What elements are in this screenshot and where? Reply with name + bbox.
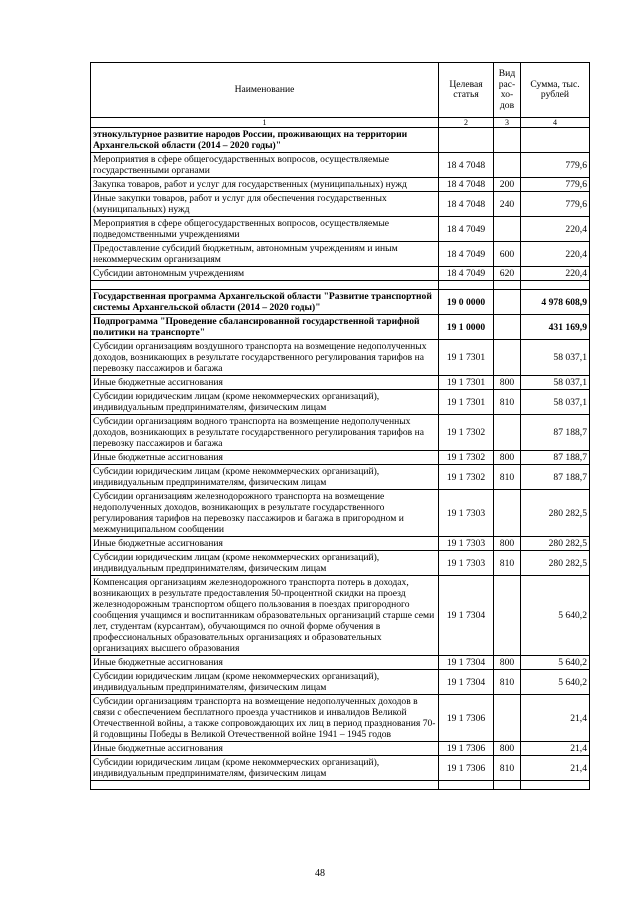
row-target-article: 19 1 7301 xyxy=(439,376,494,390)
row-target-article: 19 1 7304 xyxy=(439,670,494,695)
row-target-article: 19 1 7303 xyxy=(439,490,494,537)
table-row xyxy=(91,551,590,576)
row-target-article: 19 1 7301 xyxy=(439,340,494,376)
column-number: 4 xyxy=(521,118,590,128)
row-amount: 87 188,7 xyxy=(521,415,590,451)
row-target-article: 19 1 0000 xyxy=(439,315,494,340)
row-target-article: 19 0 0000 xyxy=(439,290,494,315)
row-expense-type: 810 xyxy=(494,670,521,695)
row-target-article xyxy=(439,128,494,153)
row-expense-type xyxy=(494,781,521,790)
row-expense-type xyxy=(494,490,521,537)
row-name: Государственная программа Архангельской области "Развитие транспортной системы Архангельской области (2014 – 2020 годы)" xyxy=(91,290,439,315)
table-row xyxy=(91,537,590,551)
table-row xyxy=(91,451,590,465)
row-target-article: 19 1 7301 xyxy=(439,390,494,415)
spacer-row xyxy=(91,781,590,790)
row-name: Субсидии юридическим лицам (кроме некоммерческих организаций), индивидуальным предпринимателям, физическим лицам xyxy=(91,670,439,695)
row-amount: 779,6 xyxy=(521,192,590,217)
row-name: Иные бюджетные ассигнования xyxy=(91,742,439,756)
row-name: этнокультурное развитие народов России, проживающих на территории Архангельской области (2014 – 2020 годы)" xyxy=(91,128,439,153)
row-amount: 431 169,9 xyxy=(521,315,590,340)
row-target-article: 18 4 7049 xyxy=(439,267,494,281)
row-name: Иные бюджетные ассигнования xyxy=(91,376,439,390)
row-target-article xyxy=(439,781,494,790)
table-row xyxy=(91,465,590,490)
table-row xyxy=(91,242,590,267)
budget-table xyxy=(90,62,590,790)
header-expense-type: Вид рас-хо-дов xyxy=(494,63,521,118)
table-row xyxy=(91,490,590,537)
table-row xyxy=(91,670,590,695)
row-amount: 5 640,2 xyxy=(521,576,590,656)
header-name: Наименование xyxy=(91,63,439,118)
row-name: Субсидии организациям водного транспорта на возмещение недополученных доходов, возникающих в результате государственного регулирования тарифов на перевозку пассажиров и багажа xyxy=(91,415,439,451)
row-expense-type xyxy=(494,281,521,290)
row-expense-type xyxy=(494,128,521,153)
row-amount: 58 037,1 xyxy=(521,376,590,390)
row-target-article: 19 1 7304 xyxy=(439,656,494,670)
row-expense-type xyxy=(494,290,521,315)
row-amount: 58 037,1 xyxy=(521,390,590,415)
row-target-article: 18 4 7048 xyxy=(439,153,494,178)
table-row xyxy=(91,217,590,242)
row-expense-type xyxy=(494,415,521,451)
row-target-article: 18 4 7048 xyxy=(439,192,494,217)
row-target-article: 19 1 7306 xyxy=(439,756,494,781)
column-number: 3 xyxy=(494,118,521,128)
row-amount: 280 282,5 xyxy=(521,537,590,551)
row-name: Субсидии автономным учреждениям xyxy=(91,267,439,281)
header-amount: Сумма, тыс. рублей xyxy=(521,63,590,118)
row-name: Компенсация организациям железнодорожного транспорта потерь в доходах, возникающих в результате предоставления 50-процентной скидки на проезд железнодорожным транспортом общего пользования в поездах пригородного сообщения учащимся и воспитанникам образовательных организаций старше семи лет, студентам (курсантам), обучающимся по очной форме обучения в профессиональных образовательных организациях и образовательных организациях высшего образования xyxy=(91,576,439,656)
row-name: Субсидии организациям транспорта на возмещение недополученных доходов в связи с обеспечением бесплатного проезда участников и инвалидов Великой Отечественной войны, а также сопровождающих их лиц в период празднования 70-й годовщины Победы в Великой Отечественной войне 1941 – 1945 годов xyxy=(91,695,439,742)
table-row xyxy=(91,315,590,340)
row-expense-type: 800 xyxy=(494,451,521,465)
row-amount: 58 037,1 xyxy=(521,340,590,376)
table-row xyxy=(91,742,590,756)
row-name: Закупка товаров, работ и услуг для государственных (муниципальных) нужд xyxy=(91,178,439,192)
row-amount: 220,4 xyxy=(521,267,590,281)
row-target-article: 18 4 7048 xyxy=(439,178,494,192)
row-expense-type xyxy=(494,315,521,340)
row-expense-type: 600 xyxy=(494,242,521,267)
row-expense-type: 200 xyxy=(494,178,521,192)
table-row xyxy=(91,390,590,415)
table-row xyxy=(91,340,590,376)
row-amount: 5 640,2 xyxy=(521,670,590,695)
row-name: Субсидии юридическим лицам (кроме некоммерческих организаций), индивидуальным предпринимателям, физическим лицам xyxy=(91,551,439,576)
row-amount: 779,6 xyxy=(521,153,590,178)
row-name: Предоставление субсидий бюджетным, автономным учреждениям и иным некоммерческим организациям xyxy=(91,242,439,267)
row-amount xyxy=(521,781,590,790)
row-name: Мероприятия в сфере общегосударственных вопросов, осуществляемые подведомственными учреждениями xyxy=(91,217,439,242)
row-name: Субсидии организациям железнодорожного транспорта на возмещение недополученных доходов, возникающих в результате государственного регулирования тарифов на перевозку пассажиров и багажа в пригородном и межмуниципальном сообщении xyxy=(91,490,439,537)
header-row xyxy=(91,63,590,118)
row-amount: 4 978 608,9 xyxy=(521,290,590,315)
row-name: Иные закупки товаров, работ и услуг для обеспечения государственных (муниципальных) нужд xyxy=(91,192,439,217)
row-name: Иные бюджетные ассигнования xyxy=(91,537,439,551)
row-name: Иные бюджетные ассигнования xyxy=(91,656,439,670)
row-amount: 21,4 xyxy=(521,742,590,756)
row-amount xyxy=(521,128,590,153)
table-row xyxy=(91,128,590,153)
row-amount: 779,6 xyxy=(521,178,590,192)
row-expense-type: 810 xyxy=(494,756,521,781)
row-target-article: 19 1 7303 xyxy=(439,551,494,576)
row-target-article: 19 1 7302 xyxy=(439,415,494,451)
row-expense-type: 810 xyxy=(494,390,521,415)
table-row xyxy=(91,695,590,742)
row-target-article: 19 1 7302 xyxy=(439,465,494,490)
page-number: 48 xyxy=(315,868,325,879)
table-row xyxy=(91,376,590,390)
row-expense-type: 810 xyxy=(494,551,521,576)
row-expense-type xyxy=(494,153,521,178)
table-row xyxy=(91,576,590,656)
table-row xyxy=(91,178,590,192)
row-amount: 21,4 xyxy=(521,695,590,742)
table-row xyxy=(91,267,590,281)
row-name: Субсидии юридическим лицам (кроме некоммерческих организаций), индивидуальным предпринимателям, физическим лицам xyxy=(91,390,439,415)
row-name: Иные бюджетные ассигнования xyxy=(91,451,439,465)
table-row xyxy=(91,756,590,781)
row-amount: 5 640,2 xyxy=(521,656,590,670)
row-amount: 280 282,5 xyxy=(521,551,590,576)
table-row xyxy=(91,192,590,217)
header-target-article: Целевая статья xyxy=(439,63,494,118)
row-target-article: 18 4 7049 xyxy=(439,217,494,242)
row-target-article: 19 1 7302 xyxy=(439,451,494,465)
row-target-article: 18 4 7049 xyxy=(439,242,494,267)
row-target-article: 19 1 7303 xyxy=(439,537,494,551)
row-name xyxy=(91,281,439,290)
row-expense-type: 800 xyxy=(494,656,521,670)
row-name: Подпрограмма "Проведение сбалансированной государственной тарифной политики на транспорте" xyxy=(91,315,439,340)
row-expense-type xyxy=(494,695,521,742)
column-number-row xyxy=(91,118,590,128)
row-target-article: 19 1 7306 xyxy=(439,742,494,756)
row-name: Субсидии юридическим лицам (кроме некоммерческих организаций), индивидуальным предпринимателям, физическим лицам xyxy=(91,465,439,490)
row-amount: 87 188,7 xyxy=(521,465,590,490)
row-expense-type: 800 xyxy=(494,742,521,756)
row-name xyxy=(91,781,439,790)
row-expense-type: 620 xyxy=(494,267,521,281)
row-name: Мероприятия в сфере общегосударственных вопросов, осуществляемые государственными органами xyxy=(91,153,439,178)
row-expense-type xyxy=(494,217,521,242)
row-expense-type: 800 xyxy=(494,537,521,551)
column-number: 2 xyxy=(439,118,494,128)
row-target-article xyxy=(439,281,494,290)
row-target-article: 19 1 7306 xyxy=(439,695,494,742)
row-name: Субсидии юридическим лицам (кроме некоммерческих организаций), индивидуальным предпринимателям, физическим лицам xyxy=(91,756,439,781)
row-target-article: 19 1 7304 xyxy=(439,576,494,656)
row-expense-type: 240 xyxy=(494,192,521,217)
table-row xyxy=(91,656,590,670)
row-amount xyxy=(521,281,590,290)
row-expense-type: 800 xyxy=(494,376,521,390)
row-amount: 220,4 xyxy=(521,242,590,267)
row-amount: 87 188,7 xyxy=(521,451,590,465)
row-amount: 280 282,5 xyxy=(521,490,590,537)
row-amount: 220,4 xyxy=(521,217,590,242)
row-amount: 21,4 xyxy=(521,756,590,781)
column-number: 1 xyxy=(91,118,439,128)
row-expense-type xyxy=(494,576,521,656)
row-name: Субсидии организациям воздушного транспорта на возмещение недополученных доходов, возникающих в результате государственного регулирования тарифов на перевозку пассажиров и багажа xyxy=(91,340,439,376)
table-body xyxy=(91,128,590,790)
row-expense-type xyxy=(494,340,521,376)
table-row xyxy=(91,290,590,315)
table-row xyxy=(91,153,590,178)
spacer-row xyxy=(91,281,590,290)
row-expense-type: 810 xyxy=(494,465,521,490)
table-row xyxy=(91,415,590,451)
